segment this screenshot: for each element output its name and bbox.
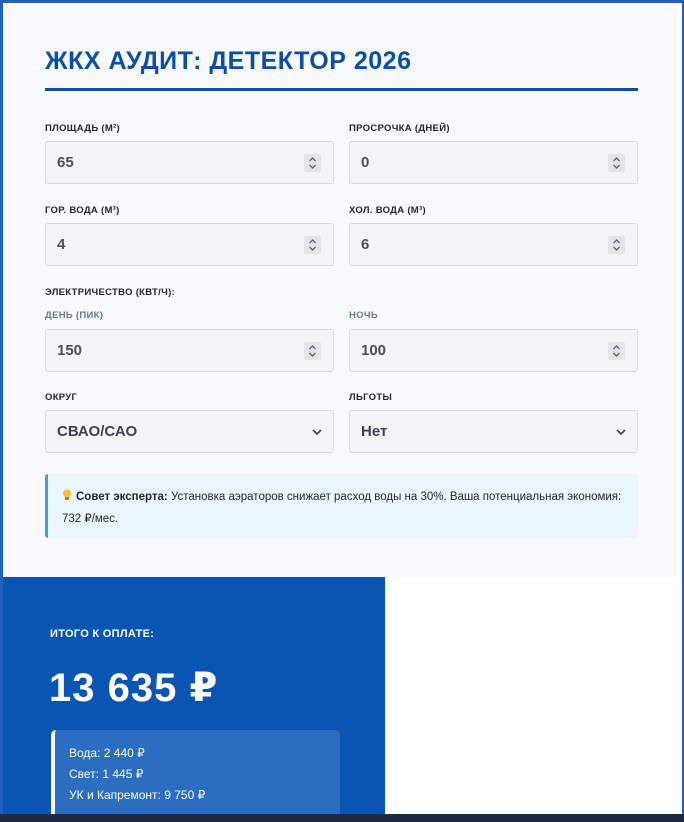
area-input[interactable] xyxy=(45,141,334,184)
overdue-label: ПРОСРОЧКА (ДНЕЙ) xyxy=(349,123,450,134)
stepper-arrows-icon xyxy=(612,238,621,252)
night-value: 100 xyxy=(361,342,387,359)
hot-water-label: ГОР. ВОДА (М³) xyxy=(45,205,120,216)
benefits-selected: Нет xyxy=(361,423,388,440)
day-input[interactable] xyxy=(45,329,334,372)
cold-water-value: 6 xyxy=(361,236,370,253)
area-stepper[interactable] xyxy=(304,154,321,172)
breakdown-water: Вода: 2 440 ₽ xyxy=(69,746,145,760)
expert-tip xyxy=(45,474,638,538)
stepper-arrows-icon xyxy=(612,344,621,358)
overdue-value: 0 xyxy=(361,154,370,171)
total-label: ИТОГО К ОПЛАТЕ: xyxy=(50,628,155,640)
cold-water-label: ХОЛ. ВОДА (М³) xyxy=(349,205,426,216)
tip-title: Совет эксперта: xyxy=(76,491,168,503)
cold-water-stepper[interactable] xyxy=(608,236,625,254)
stepper-arrows-icon xyxy=(308,344,317,358)
page-title: ЖКХ АУДИТ: ДЕТЕКТОР 2026 xyxy=(45,47,412,75)
bottom-strip xyxy=(0,814,684,822)
night-input[interactable] xyxy=(349,329,638,372)
night-label: НОЧЬ xyxy=(349,310,378,321)
electricity-label: ЭЛЕКТРИЧЕСТВО (КВТ/Ч): xyxy=(45,287,175,298)
overdue-input[interactable] xyxy=(349,141,638,184)
stepper-arrows-icon xyxy=(612,156,621,170)
benefits-select[interactable] xyxy=(349,410,638,453)
district-label: ОКРУГ xyxy=(45,392,78,403)
district-select[interactable] xyxy=(45,410,334,453)
area-label: ПЛОЩАДЬ (М²) xyxy=(45,123,121,134)
breakdown-electricity: Свет: 1 445 ₽ xyxy=(69,767,144,781)
tip-text: Установка аэраторов снижает расход воды на 30%. Ваша потенциальная экономия: 732 ₽/мес. xyxy=(62,491,622,525)
breakdown-management: УК и Капремонт: 9 750 ₽ xyxy=(69,788,206,802)
day-label: ДЕНЬ (ПИК) xyxy=(45,310,104,321)
chevron-down-icon xyxy=(615,426,627,438)
district-selected: СВАО/САО xyxy=(57,423,138,440)
total-panel xyxy=(3,577,385,822)
night-stepper[interactable] xyxy=(608,342,625,360)
hot-water-input[interactable] xyxy=(45,223,334,266)
stepper-arrows-icon xyxy=(308,238,317,252)
total-amount: 13 635 ₽ xyxy=(49,666,219,710)
title-divider xyxy=(45,88,638,91)
chevron-down-icon xyxy=(311,426,323,438)
benefits-label: ЛЬГОТЫ xyxy=(349,392,393,403)
cost-breakdown xyxy=(51,730,340,822)
area-value: 65 xyxy=(57,154,74,171)
overdue-stepper[interactable] xyxy=(608,154,625,172)
day-value: 150 xyxy=(57,342,83,359)
day-stepper[interactable] xyxy=(304,342,321,360)
stepper-arrows-icon xyxy=(308,156,317,170)
cold-water-input[interactable] xyxy=(349,223,638,266)
hot-water-value: 4 xyxy=(57,236,66,253)
lightbulb-icon xyxy=(62,489,72,501)
hot-water-stepper[interactable] xyxy=(304,236,321,254)
